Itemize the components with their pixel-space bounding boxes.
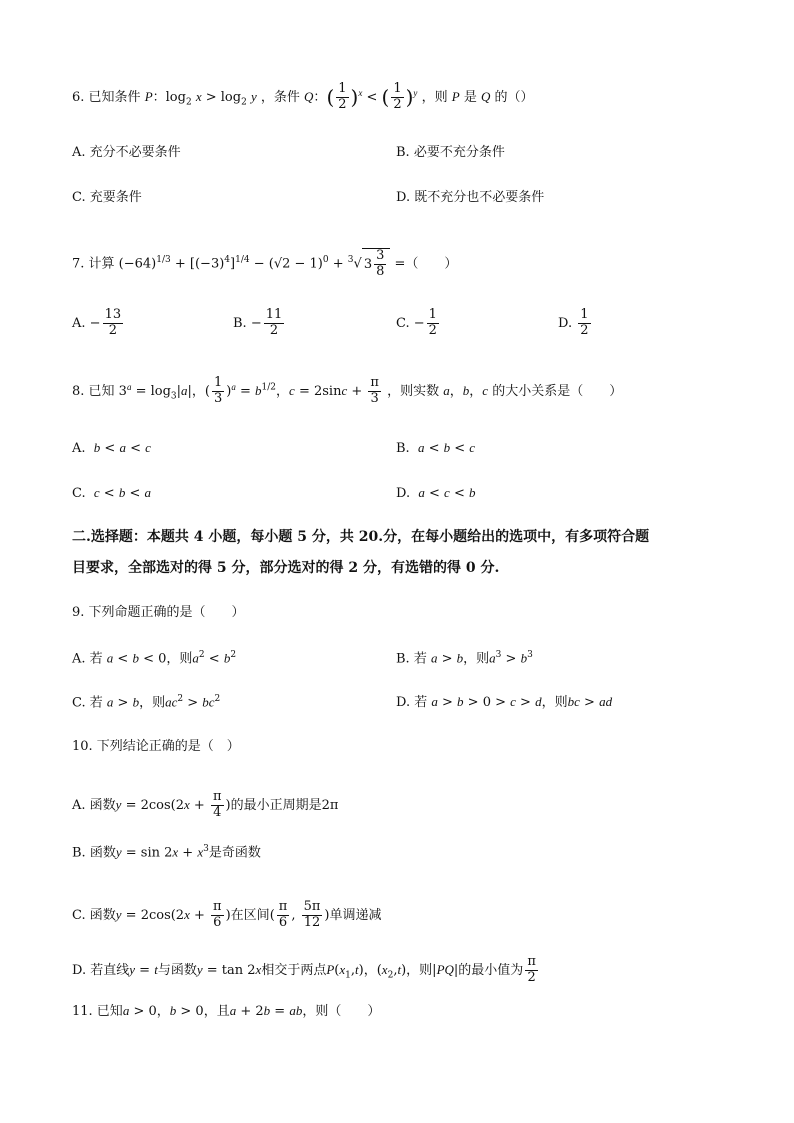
q10-c-text: C. 函数	[72, 907, 116, 923]
q7-option-c-label: C.	[396, 315, 410, 331]
q8-stem-text-2: ，则实数	[387, 383, 440, 399]
q7-b-num: 11	[265, 307, 283, 322]
q10-option-a[interactable]: A. 函数y = 2cos(2x + $\frac{\pi}{4}$ )的最小正周期是2π	[72, 789, 339, 820]
q10-option-c[interactable]: C. 函数y = 2cos(2x + $\frac{\pi}{6}$ )在区间( $\frac{\pi}{6}$ , $\frac{5\pi}{12}$ )单调递减	[72, 899, 382, 930]
q10-c-text-2: 在区间	[230, 907, 270, 923]
q10-option-d[interactable]: D. 若直线y = t与函数y = tan 2x相交于两点$P(x_1,t)$，$(x_2,t)$，则|PQ|的最小值为 $\frac{\pi}{2}$	[72, 954, 536, 985]
q7-stem-text-2: =（ ）	[394, 256, 458, 272]
q8-option-c-label: C.	[72, 486, 86, 501]
q7-option-d-label: D.	[558, 315, 573, 331]
q7-d-num: 1	[580, 307, 589, 322]
q9-then: ，则	[166, 651, 193, 667]
q6-option-b[interactable]: B. 必要不充分条件	[396, 145, 505, 160]
q7-c-num: 1	[428, 307, 437, 322]
q9-option-d-label: D. 若	[396, 695, 428, 710]
q10-d-text-2: 与函数	[157, 962, 197, 978]
q10-option-b[interactable]: B. 函数$y = \sin 2x + x^3$是奇函数	[72, 844, 261, 861]
q9-option-b[interactable]: B. 若 a > b，则$a^3 > b^3$	[396, 650, 533, 667]
q6-option-a[interactable]: A. 充分不必要条件	[72, 145, 181, 160]
q7-b-den: 2	[264, 323, 285, 339]
q6-stem: 6. 已知条件 P：$\log_2 x > \log_2 y$ ，条件 Q：( $\frac{1}{2}$ )$^x$ < ( $\frac{1}{2}$ )$^y$ ，则 P 是 Q 的（）	[72, 81, 534, 112]
q7-a-num: 13	[104, 307, 122, 322]
q7-option-a[interactable]: A. − $\frac{13}{2}$	[72, 307, 122, 338]
q6-stem-text-4: 是	[463, 89, 477, 105]
q10-c-text-3: 单调递减	[329, 907, 382, 923]
q9-option-a-label: A. 若	[72, 651, 103, 667]
q10-b-text: B. 函数	[72, 845, 116, 861]
q8-stem-text: 8. 已知	[72, 383, 115, 399]
q9-option-c-label: C. 若	[72, 695, 103, 711]
q7-a-den: 2	[103, 323, 124, 339]
q6-stem-text: 6. 已知条件	[72, 89, 141, 105]
q10-a-text-2: 的最小正周期是	[230, 797, 322, 813]
section-2-heading-line2: 目要求，全部选对的得 5 分，部分选对的得 2 分，有选错的得 0 分.	[72, 560, 500, 576]
q10-b-text-2: 是奇函数	[208, 845, 261, 861]
q11-stem-text-3: ，则（ ）	[302, 1004, 381, 1019]
q11-stem-text: 11. 已知	[72, 1004, 123, 1019]
q8-stem: 8. 已知 $3^a = \log_3|a|$，( $\frac{1}{3}$ )$^a = b^{1/2}$，c = 2sinc + $\frac{\pi}{3}$ ，则实数 a，b，c 的大小关系是（ ）	[72, 375, 623, 406]
q10-d-text: D. 若直线	[72, 962, 130, 978]
q10-d-text-3: 相交于两点	[261, 962, 327, 978]
q7-d-den: 2	[580, 322, 589, 338]
q7-option-a-label: A.	[72, 315, 86, 331]
q9-stem: 9. 下列命题正确的是（ ）	[72, 605, 245, 620]
q10-a-text: A. 函数	[72, 797, 116, 813]
q8-stem-text-3: 的大小关系是（ ）	[492, 383, 623, 399]
section-2-heading-line1: 二.选择题：本题共 4 小题，每小题 5 分，共 20.分，在每小题给出的选项中，有多项符合题	[72, 529, 650, 545]
q7-option-d[interactable]	[558, 308, 593, 339]
q6-stem-text-3: ，则	[421, 89, 448, 105]
q9-then: ，则	[541, 695, 568, 710]
q9-option-c[interactable]: C. 若 a > b，则$ac^2 > bc^2$	[72, 694, 221, 711]
q8-option-d-label: D.	[396, 486, 411, 501]
q6-option-c[interactable]: C. 充要条件	[72, 190, 142, 205]
q8-option-a-label: A.	[72, 441, 86, 456]
q6-stem-text-5: 的（）	[494, 89, 534, 105]
q8-option-c[interactable]: C. c < b < a	[72, 485, 152, 501]
q7-stem-text: 7. 计算	[72, 256, 115, 272]
q9-then: ，则	[463, 651, 490, 667]
q8-option-b-label: B.	[396, 441, 410, 456]
q9-option-a[interactable]: A. 若 a < b < 0，则$a^2 < b^2$	[72, 650, 237, 667]
q8-option-b[interactable]: B. a < b < c	[396, 440, 476, 456]
q9-then: ，则	[139, 695, 166, 711]
q8-option-d[interactable]: D. a < c < b	[396, 485, 476, 501]
q9-option-b-label: B. 若	[396, 651, 427, 667]
q10-stem: 10. 下列结论正确的是（ ）	[72, 739, 240, 754]
q7-stem: 7. 计算 $(-64)^{1/3} + [(-3)^4]^{1/4} - (√2 - 1)^0 + ^3√$ 3 $\frac{3}{8}$ =（ ）	[72, 248, 458, 279]
q7-option-c[interactable]: C. − $\frac{1}{2}$	[396, 307, 437, 338]
q8-option-a[interactable]: A. b < a < c	[72, 440, 151, 456]
q10-d-text-5: 的最小值为	[458, 962, 524, 978]
q10-d-text-4: ，则	[406, 962, 433, 978]
q11-stem-text-2: ，且	[203, 1004, 230, 1019]
q11-stem: 11. 已知a > 0，b > 0，且a + 2b = ab，则（ ）	[72, 1003, 381, 1019]
q7-c-den: 2	[428, 322, 437, 338]
q6-stem-text-2: ，条件	[260, 89, 300, 105]
q9-option-d[interactable]: D. 若 a > b > 0 > c > d，则bc > ad	[396, 694, 613, 710]
q6-option-d[interactable]: D. 既不充分也不必要条件	[396, 190, 545, 205]
q7-option-b-label: B.	[233, 315, 247, 331]
q7-option-b[interactable]: B. − $\frac{11}{2}$	[233, 307, 283, 338]
